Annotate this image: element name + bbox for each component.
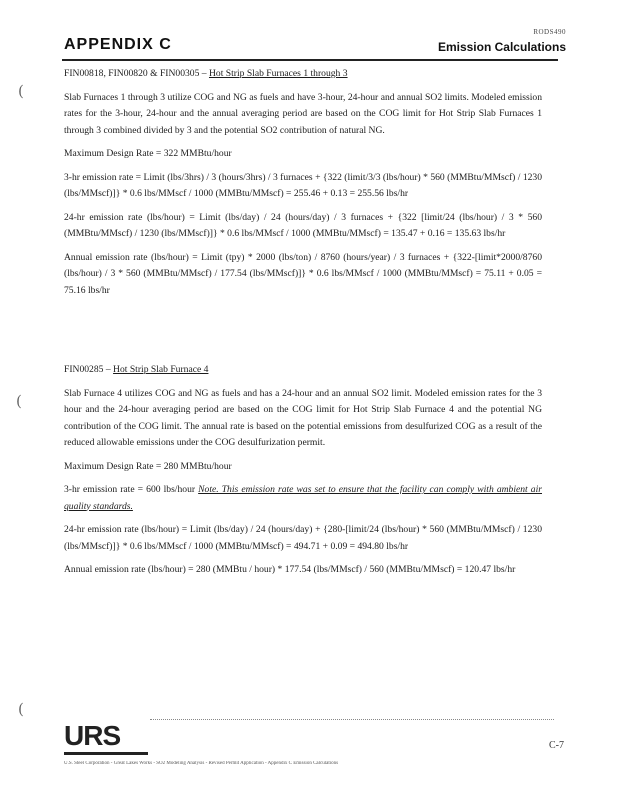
calc-24hr: 24-hr emission rate (lbs/hour) = Limit (lbs/day) / 24 (hours/day) / 3 furnaces + {322 [limit/24 (lbs/hour) / 3 * 560 (MMBtu/MMscf) / 1230 (lbs/MMscf)]} * 0.6 lbs/MMscf / 1000 (MMBtu/MMscf) = 135.47 + 0.16 = 135.63 lbs/hr xyxy=(64,211,542,239)
calc-3hr xyxy=(64,482,542,515)
max-design-rate: Maximum Design Rate = 322 MMBtu/hour xyxy=(64,148,232,159)
appendix-label: APPENDIX C xyxy=(64,36,172,53)
footer-fine-print: U.S. Steel Corporation - Great Lakes Works - SO2 Modeling Analysis - Revised Permit Application - Appendix C Emission Calculations xyxy=(64,761,339,766)
logo-underline xyxy=(64,752,148,755)
calc-annual: Annual emission rate (lbs/hour) = 280 (MMBtu / hour) * 177.54 (lbs/MMscf) / 560 (MMBtu/MMscf) = 120.47 lbs/hr xyxy=(64,564,516,575)
footer-dotted-rule xyxy=(150,719,554,720)
section-heading xyxy=(64,362,542,379)
heading-separator: – xyxy=(199,68,209,79)
calc-3hr: 3-hr emission rate = Limit (lbs/3hrs) / 3 (hours/3hrs) / 3 furnaces + {322 (limit/3/3 (lbs/hour) * 560 (MMBtu/MMscf) / 1230 (lbs/MMscf)]} * 0.6 lbs/MMscf / 1000 (MMBtu/MMscf) = 255.46 + 0.13 = 255.56 lbs/hr xyxy=(64,171,543,199)
calc-3hr-text: 3-hr emission rate = 600 lbs/hour xyxy=(64,484,199,495)
heading-title: Hot Strip Slab Furnaces 1 through 3 xyxy=(208,68,348,79)
section-gap xyxy=(64,306,542,362)
section-heading xyxy=(64,66,542,83)
margin-bracket-mark: ( xyxy=(18,700,24,718)
section-intro: Slab Furnace 4 utilizes COG and NG as fuels and has a 24-hour and an annual SO2 limit. Modeled emission rates for the 3 hour and the 24-hour averaging period are based on the COG limit for Hot Strip Slab Furnace 4 and the potential NG contribution of the COG limit. The annual rate is based on the potential emissions from desulfurized COG as a result of the reduced allowable emissions under the COG desulfurization permit. xyxy=(64,387,542,448)
margin-bracket-mark: ( xyxy=(18,82,24,100)
heading-title: Hot Strip Slab Furnace 4 xyxy=(113,364,209,375)
calc-note: Note. This emission rate was set to ensure that the facility can comply with ambient air quality standards. xyxy=(64,484,542,512)
page-number: C-7 xyxy=(549,740,564,751)
calc-24hr: 24-hr emission rate (lbs/hour) = Limit (lbs/day) / 24 (hours/day) + {280-[limit/24 (lbs/hour) * 560 (MMBtu/MMscf) / 1230 (lbs/MMscf)]} * 0.6 lbs/MMscf / 1000 (MMBtu/MMscf) = 494.71 + 0.09 = 494.80 lbs/hr xyxy=(64,524,542,552)
heading-separator: – xyxy=(103,364,114,375)
heading-ids: FIN00285 xyxy=(64,364,104,375)
document-id: RODS490 xyxy=(533,28,566,36)
header-rule xyxy=(62,59,558,61)
urs-logo: URS xyxy=(64,720,121,751)
max-design-rate: Maximum Design Rate = 280 MMBtu/hour xyxy=(64,460,232,472)
heading-ids: FIN00818, FIN00820 & FIN00305 xyxy=(64,68,200,79)
section-intro: Slab Furnaces 1 through 3 utilize COG and NG as fuels and have 3-hour, 24-hour and annual SO2 limits. Modeled emission rates for the 3-hour, 24-hour and the annual averaging period are based on the COG limit for Hot Strip Slab Furnaces 1 through 3 combined divided by 3 and the potential SO2 contribution of natural NG. xyxy=(64,91,542,136)
document-body xyxy=(64,66,542,586)
margin-bracket-mark: ( xyxy=(16,392,22,410)
header-title: Emission Calculations xyxy=(437,40,566,54)
calc-annual: Annual emission rate (lbs/hour) = Limit (tpy) * 2000 (lbs/ton) / 8760 (hours/year) / 3 furnaces + {322-[limit*2000/8760 (lbs/hour) / 3 * 560 (MMBtu/MMscf) / 177.54 (lbs/MMscf)]} * 0.6 lbs/MMscf / 1000 (MMBtu/MMscf) = 75.11 + 0.05 = 75.16 lbs/hr xyxy=(64,251,542,296)
